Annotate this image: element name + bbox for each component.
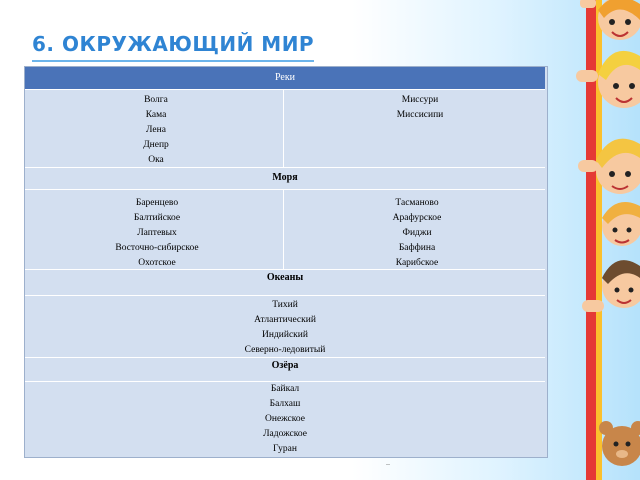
oceans-row xyxy=(25,295,545,358)
list-item: Ладожское xyxy=(263,429,307,439)
list-item: Миссури xyxy=(401,95,439,105)
lakes-list xyxy=(25,382,545,457)
seas-right-list xyxy=(367,196,467,271)
kid-fourth-figure xyxy=(602,202,640,246)
list-item: Атлантический xyxy=(254,315,316,325)
list-item: Охотское xyxy=(138,258,176,268)
page-title: 6. ОКРУЖАЮЩИЙ МИР xyxy=(32,32,315,56)
list-item: Индийский xyxy=(262,330,308,340)
list-item: Волга xyxy=(144,95,168,105)
list-item: Миссисипи xyxy=(396,110,444,120)
seas-row xyxy=(25,189,545,270)
lakes-heading: Озёра xyxy=(25,357,545,381)
column-divider xyxy=(283,90,284,168)
rivers-row xyxy=(25,89,545,168)
list-item: Балхаш xyxy=(269,399,301,409)
teddy-bear-figure xyxy=(599,421,640,466)
list-item: Восточно-сибирское xyxy=(115,243,199,253)
oceans-heading: Океаны xyxy=(25,269,545,295)
list-item: Днепр xyxy=(143,140,169,150)
seas-heading: Моря xyxy=(25,167,545,189)
list-item: Баренцево xyxy=(135,198,179,208)
rivers-left-list xyxy=(121,93,191,168)
list-item: Северно-ледовитый xyxy=(244,345,326,355)
cartoon-children-illustration xyxy=(520,0,640,480)
list-item: Балтийское xyxy=(133,213,181,223)
list-item: Лена xyxy=(146,125,166,135)
list-item: Онежское xyxy=(265,414,305,424)
seas-left-list xyxy=(87,196,227,271)
oceans-list xyxy=(25,298,545,358)
list-item: Баффина xyxy=(398,243,436,253)
list-item: Фиджи xyxy=(402,228,432,238)
rivers-header: Реки xyxy=(25,67,545,89)
lakes-row xyxy=(25,381,545,458)
list-item: Лаптевых xyxy=(137,228,177,238)
list-item: Гуран xyxy=(273,444,297,454)
footer-dots: .. xyxy=(386,458,390,467)
rivers-right-list xyxy=(380,93,460,123)
list-item: Карибское xyxy=(395,258,439,268)
list-item: Кама xyxy=(145,110,167,120)
list-item: Тасманово xyxy=(395,198,439,208)
list-item: Байкал xyxy=(270,384,300,394)
list-item: Ока xyxy=(148,155,164,165)
list-item: Тихий xyxy=(272,300,298,310)
kid-second-figure xyxy=(576,51,640,108)
column-divider xyxy=(283,190,284,270)
geography-table xyxy=(24,66,548,458)
list-item: Арафурское xyxy=(392,213,442,223)
